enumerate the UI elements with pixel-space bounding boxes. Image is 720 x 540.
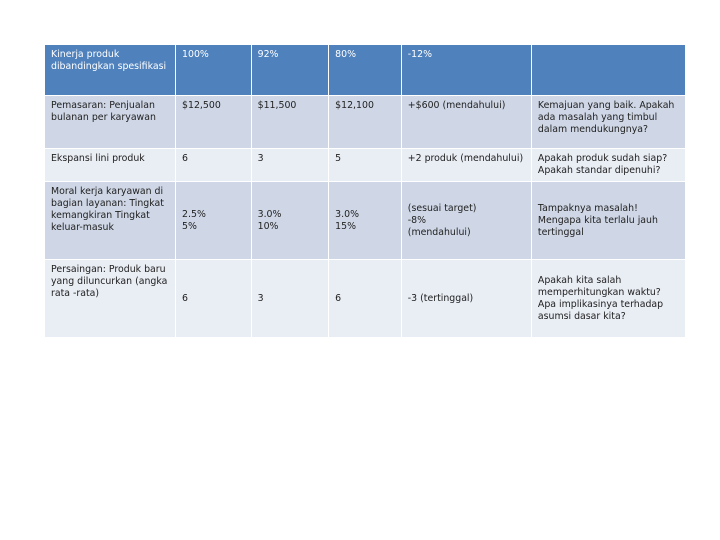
comment-cell: [532, 182, 686, 260]
value-text: 2.5%: [182, 208, 206, 220]
header-value: 80%: [335, 49, 356, 60]
row-label-cell: [45, 149, 176, 182]
value-cell: [252, 260, 330, 338]
table-row: [45, 96, 686, 149]
comment-text: Tampaknya masalah! Mengapa kita terlalu jauh tertinggal: [537, 202, 658, 238]
value-cell: [176, 96, 252, 149]
row-label-cell: [45, 260, 176, 338]
value-cell: [329, 149, 402, 182]
value-text: 5%: [182, 220, 197, 232]
value-text: 3.0%: [257, 208, 282, 220]
row-label: Pemasaran: Penjualan bulanan per karyawan: [51, 100, 156, 123]
variance-text: +2 produk (mendahului): [407, 153, 524, 164]
header-cell-actual-1: [252, 45, 330, 96]
variance-cell: [402, 149, 532, 182]
value-text: $12,100: [335, 100, 374, 111]
header-cell-target: [176, 45, 252, 96]
value-cell: [176, 260, 252, 338]
header-cell-comment: [532, 45, 686, 96]
value-text: 3.0%: [335, 208, 359, 220]
value-text: 15%: [335, 220, 356, 232]
variance-text: (sesuai target): [407, 202, 477, 214]
value-cell: [176, 182, 252, 260]
value-cell: [176, 149, 252, 182]
header-value: 100%: [182, 49, 209, 60]
value-cell: [252, 149, 330, 182]
comment-text: Kemajuan yang baik. Apakah ada masalah yang timbul dalam mendukungnya?: [537, 100, 675, 135]
value-text: $12,500: [182, 100, 221, 111]
comment-cell: [532, 149, 686, 182]
comment-text: Apakah produk sudah siap? Apakah standar dipenuhi?: [537, 153, 668, 176]
value-text: 3: [257, 153, 264, 164]
value-text: 6: [182, 153, 188, 164]
value-text: 10%: [257, 220, 279, 232]
row-label: Moral kerja karyawan di bagian layanan: Tingkat kemangkiran Tingkat keluar-masuk: [51, 186, 164, 233]
comment-cell: [532, 96, 686, 149]
row-label-cell: [45, 96, 176, 149]
row-label-cell: [45, 182, 176, 260]
variance-text: -8%: [407, 214, 427, 226]
value-text: 5: [335, 153, 342, 164]
header-label: Kinerja produk dibandingkan spesifikasi: [51, 49, 167, 72]
performance-table: [45, 45, 686, 338]
variance-cell: [402, 260, 532, 338]
value-cell: [329, 96, 402, 149]
header-cell-criteria: [45, 45, 176, 96]
variance-text: +$600 (mendahului): [407, 100, 506, 111]
value-cell: [252, 96, 330, 149]
variance-text: (mendahului): [407, 226, 471, 238]
variance-cell: [402, 182, 532, 260]
row-label: Ekspansi lini produk: [51, 153, 145, 164]
table-row: [45, 182, 686, 260]
table-row: [45, 149, 686, 182]
value-cell: [329, 260, 402, 338]
variance-cell: [402, 96, 532, 149]
value-cell: [252, 182, 330, 260]
comment-text: Apakah kita salah memperhitungkan waktu? Apa implikasinya terhadap asumsi dasar kita?: [537, 274, 664, 322]
header-value: 92%: [257, 49, 279, 60]
comment-cell: [532, 260, 686, 338]
header-cell-actual-2: [329, 45, 402, 96]
variance-text: -3 (tertinggal): [407, 292, 474, 304]
value-text: $11,500: [257, 100, 297, 111]
table-header-row: [45, 45, 686, 96]
value-text: 6: [335, 292, 342, 304]
header-cell-variance: [402, 45, 532, 96]
row-label: Persaingan: Produk baru yang diluncurkan (angka rata -rata): [51, 264, 168, 299]
value-text: 6: [182, 292, 188, 304]
table-row: [45, 260, 686, 338]
header-value: -12%: [407, 49, 433, 60]
value-text: 3: [257, 292, 264, 304]
value-cell: [329, 182, 402, 260]
